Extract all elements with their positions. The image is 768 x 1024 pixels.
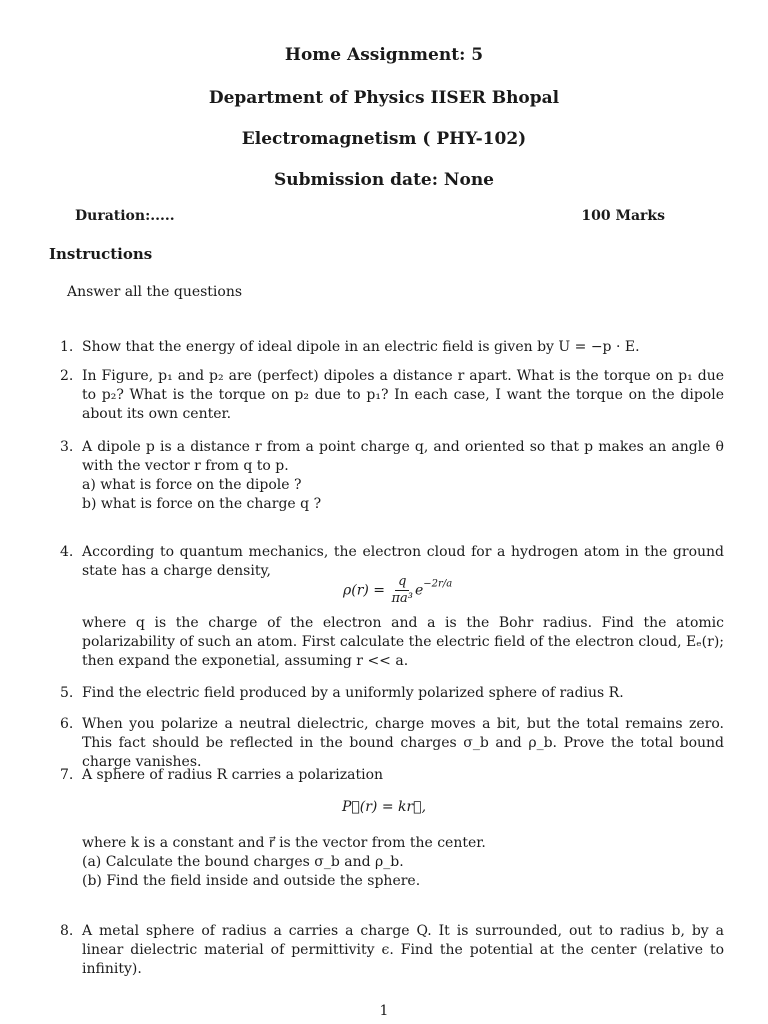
question-6-text: When you polarize a neutral dielectric, charge moves a bit, but the total remains zero. This fact should be reflected in the bound charges σ_b and ρ_b. Prove the total bound charge vanishes. <box>82 716 724 770</box>
equation-lhs: ρ(r) = <box>343 582 386 599</box>
exponent: −2r/a <box>423 578 453 590</box>
equation-fraction <box>391 574 413 607</box>
course-name: Electromagnetism ( PHY-102) <box>241 129 527 149</box>
duration-label: Duration:..... <box>75 208 175 224</box>
fraction-denominator: πa³ <box>391 591 413 606</box>
question-8-text: A metal sphere of radius a carries a charge Q. It is surrounded, out to radius b, by a linear dielectric material of permittivity ϵ. Find the potential at the center (relative to infinity). <box>82 923 724 977</box>
question-1-text: Show that the energy of ideal dipole in an electric field is given by U = −p · E. <box>82 339 640 355</box>
question-number: 3. <box>60 439 74 455</box>
question-7-text: A sphere of radius R carries a polarization <box>82 767 384 783</box>
instructions-heading: Instructions <box>49 245 153 263</box>
exponential-base: e <box>415 582 424 599</box>
polarization-equation: P⃗(r) = kr⃗, <box>341 799 427 815</box>
question-4-followup: where q is the charge of the electron and a is the Bohr radius. Find the atomic polarizability of such an atom. First calculate the electric field of the electron cloud, Eₑ(r); then expand the exponetial, assuming r << a. <box>82 615 724 669</box>
charge-density-equation <box>343 574 452 607</box>
marks-label: 100 Marks <box>581 208 665 224</box>
question-2-text: In Figure, p₁ and p₂ are (perfect) dipoles a distance r apart. What is the torque on p₁ due to p₂? What is the torque on p₂ due to p₁? In each case, I want the torque on the dipole about its own center. <box>82 368 724 422</box>
question-5-text: Find the electric field produced by a uniformly polarized sphere of radius R. <box>82 685 624 701</box>
question-number: 6. <box>60 716 74 732</box>
question-number: 4. <box>60 544 74 560</box>
question-3-text: A dipole p is a distance r from a point charge q, and oriented so that p makes an angle θ with the vector r from q to p. a) what is force on the dipole ? b) what is force on the charge q ? <box>82 439 724 512</box>
question-number: 7. <box>60 767 74 783</box>
instructions-text: Answer all the questions <box>67 284 243 300</box>
page-number: 1 <box>379 1003 389 1019</box>
question-7-followup: where k is a constant and r⃗ is the vector from the center. (a) Calculate the bound charges σ_b and ρ_b. (b) Find the field inside and outside the sphere. <box>82 835 486 889</box>
assignment-title: Home Assignment: 5 <box>284 45 484 65</box>
submission-date: Submission date: None <box>273 170 494 190</box>
question-4-text: According to quantum mechanics, the electron cloud for a hydrogen atom in the ground state has a charge density, <box>82 544 724 579</box>
question-number: 2. <box>60 368 74 384</box>
department-name: Department of Physics IISER Bhopal <box>208 88 560 108</box>
question-number: 8. <box>60 923 74 939</box>
fraction-numerator: q <box>395 574 409 591</box>
question-number: 5. <box>60 685 74 701</box>
question-number: 1. <box>60 339 74 355</box>
